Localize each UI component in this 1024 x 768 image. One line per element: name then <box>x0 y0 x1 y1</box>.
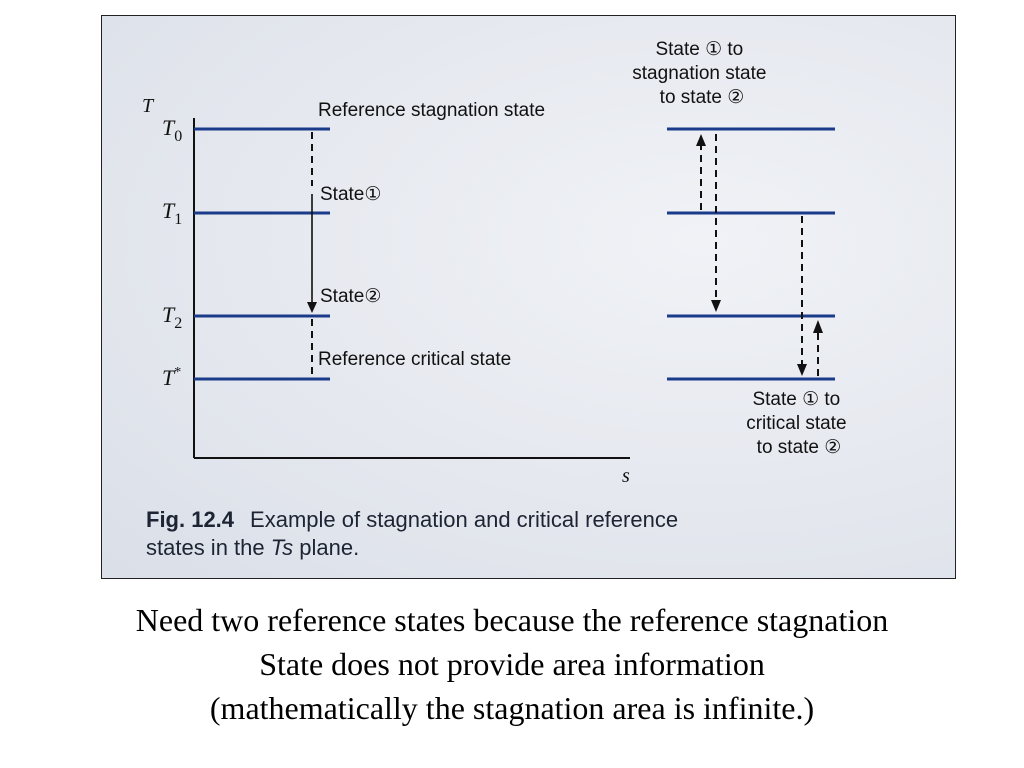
caption-text-2c: plane. <box>293 535 360 560</box>
right-arrowhead-up-t2 <box>813 320 823 333</box>
slide-note-line-1: Need two reference states because the reference stagnation <box>135 602 889 638</box>
right-arrowhead-down-tstar <box>797 364 807 376</box>
caption-line-2 <box>146 534 906 562</box>
right-arrowhead-down-t2 <box>711 300 721 312</box>
ref-critical-label: Reference critical state <box>318 349 512 370</box>
level-t0-label: $T_0$ <box>162 115 183 145</box>
level-t2-label: $T_2$ <box>162 302 183 332</box>
caption-text-2a: states in the <box>146 535 271 560</box>
figure-caption <box>146 506 906 562</box>
right-bottom-label: State ① to critical state to state ② <box>746 389 847 458</box>
figure-number: Fig. 12.4 <box>146 507 235 532</box>
figure-frame <box>101 15 956 579</box>
slide-note <box>12 598 1012 730</box>
ts-diagram <box>102 16 956 579</box>
right-arrowhead-up-t0 <box>696 134 706 146</box>
state2-label: State② <box>320 286 382 307</box>
slide-note-line-3: (mathematically the stagnation area is infinite.) <box>209 690 815 726</box>
caption-text-1: Example of stagnation and critical reference <box>250 507 679 532</box>
slide-note-line-2: State does not provide area information <box>259 646 765 682</box>
level-tstar-label: T* <box>162 365 182 390</box>
caption-line-1 <box>146 506 906 534</box>
y-axis-label: T <box>142 95 154 117</box>
left-arrowhead-t2 <box>307 302 317 313</box>
ref-stagnation-label: Reference stagnation state <box>318 100 546 121</box>
level-t1-label: $T_1$ <box>162 198 183 228</box>
caption-ts: Ts <box>270 535 294 560</box>
x-axis-label: s <box>622 465 630 487</box>
right-top-label: State ① to stagnation state to state ② <box>632 39 767 108</box>
state1-label: State① <box>320 184 382 205</box>
